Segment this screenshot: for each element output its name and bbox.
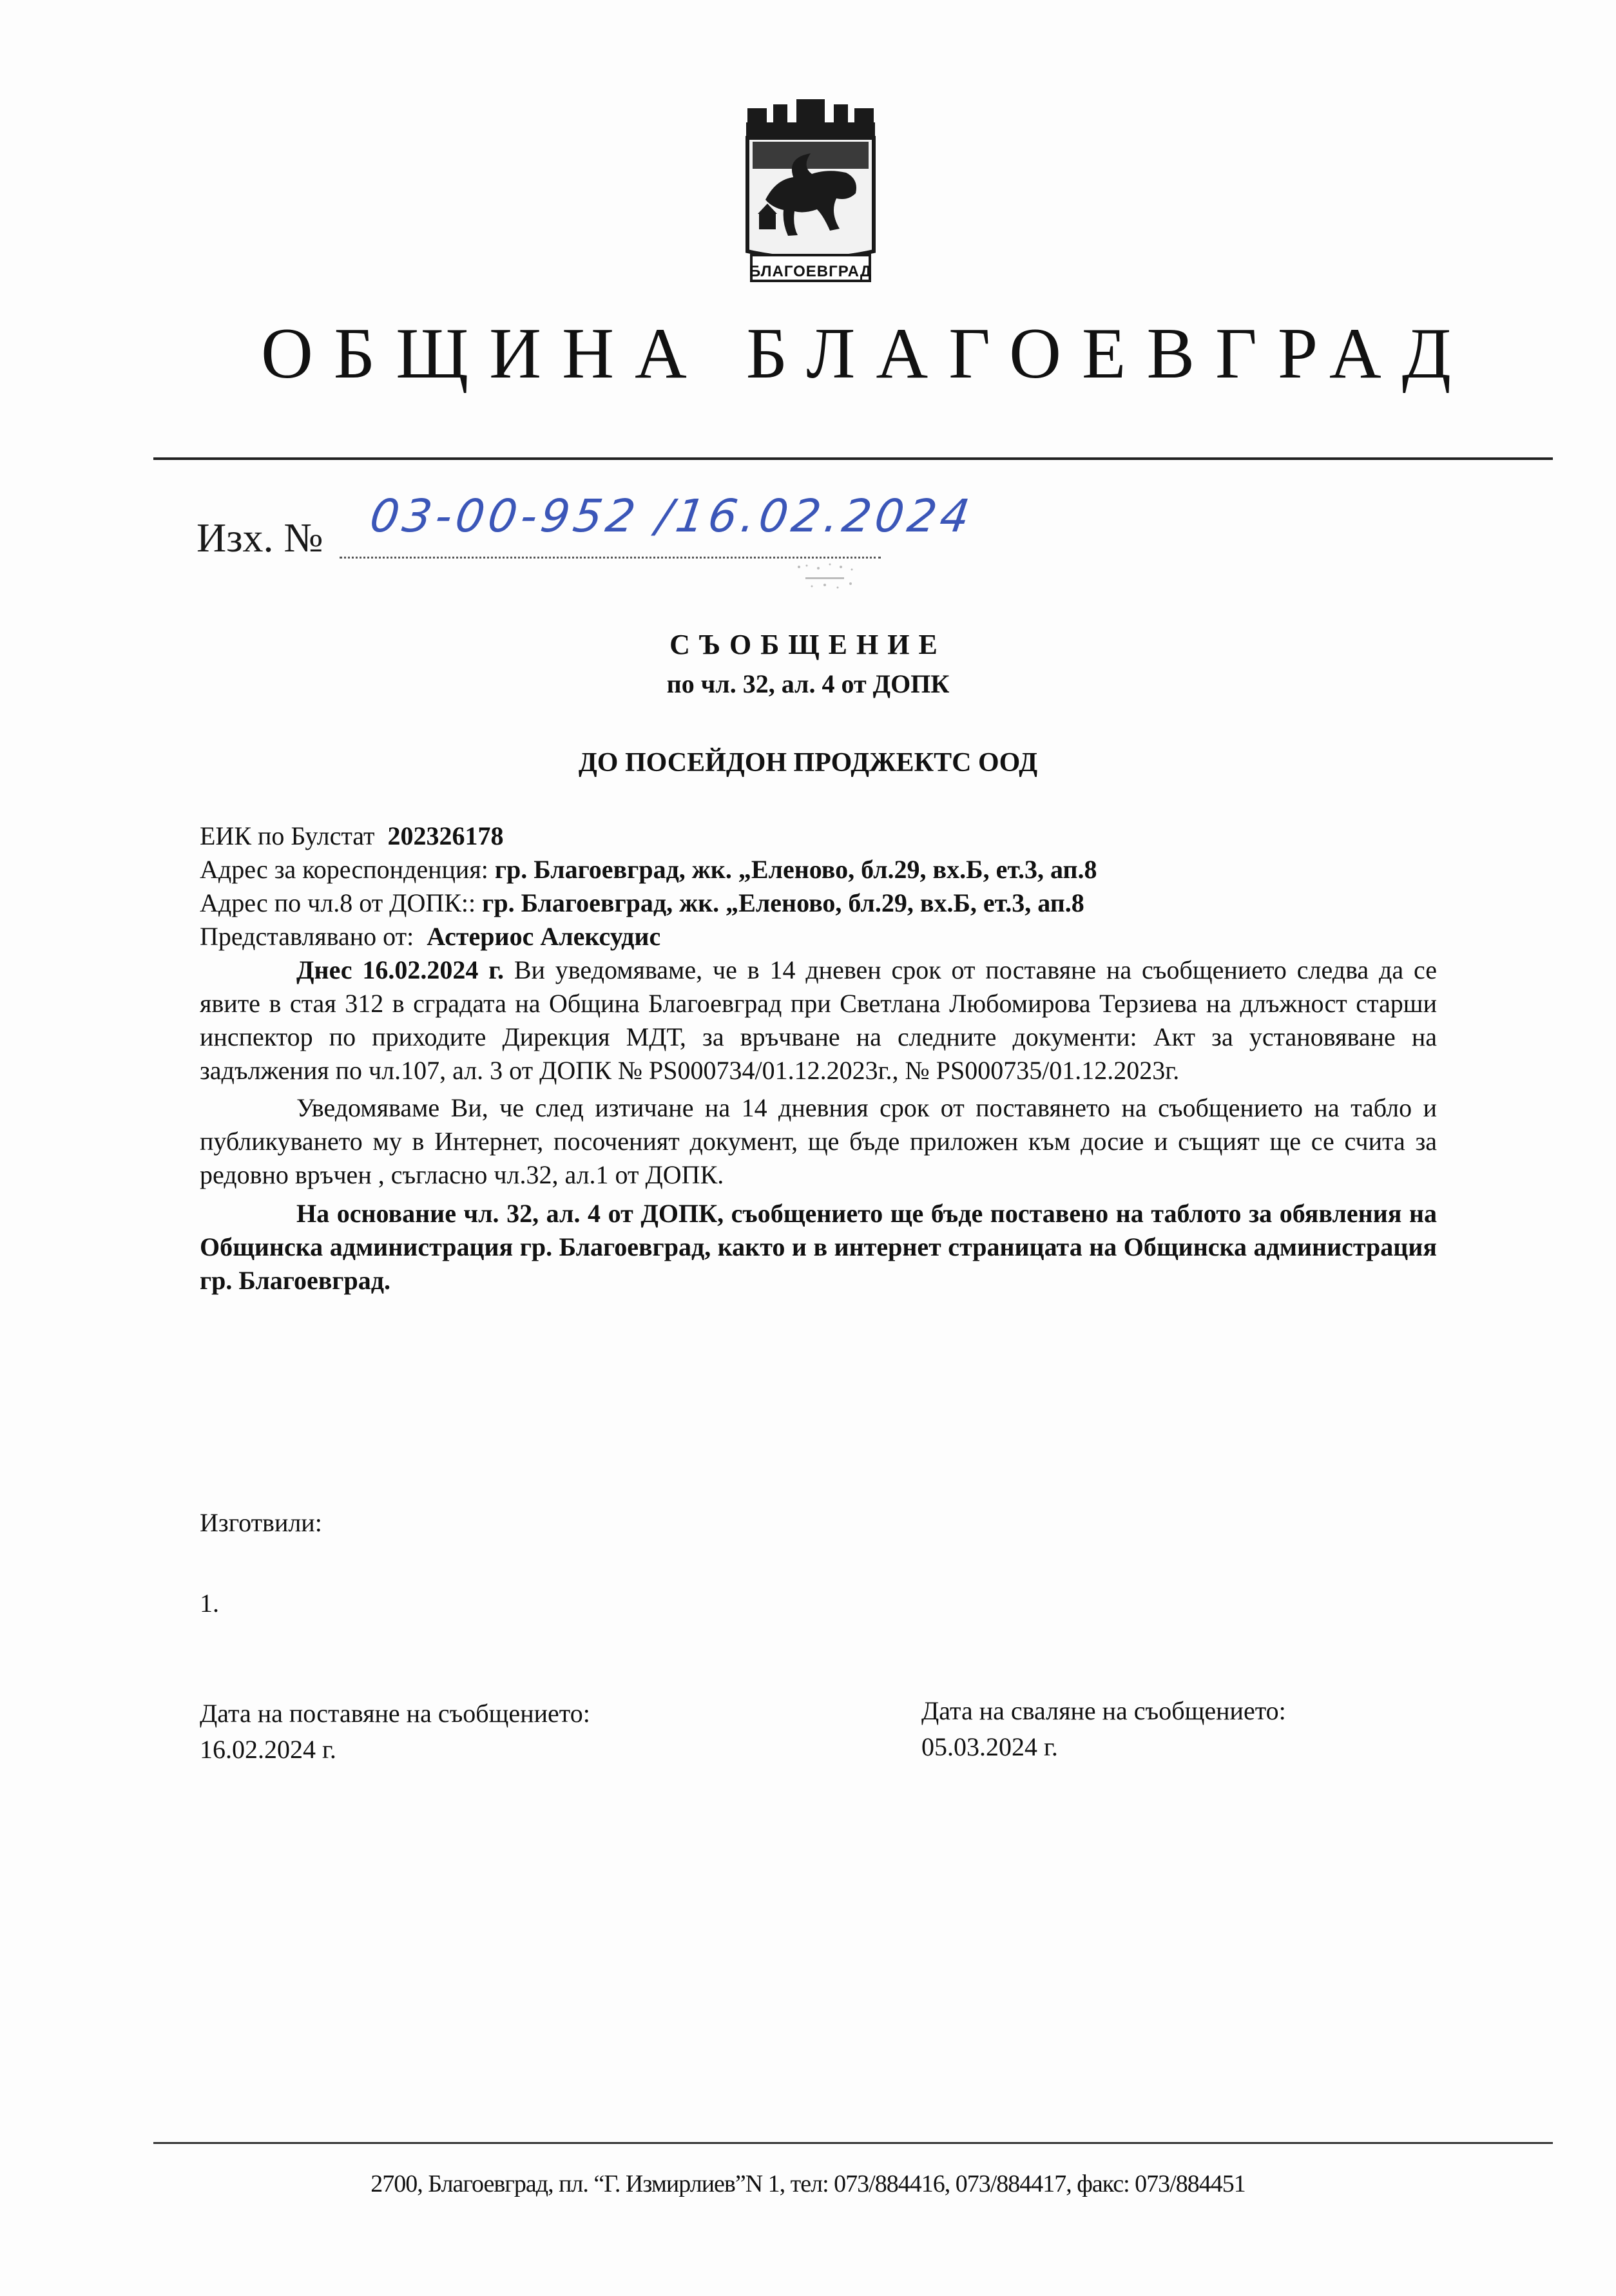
removal-date-value: 05.03.2024 г.: [921, 1732, 1058, 1761]
posting-date-value: 16.02.2024 г.: [200, 1735, 336, 1764]
notice-title: СЪОБЩЕНИЕ: [669, 629, 947, 660]
eik-line: [200, 819, 1437, 853]
paragraph-2: Уведомяваме Ви, че след изтичане на 14 дневния срок от поставянето на съобщението на табло и публикуването му в Интернет, посоченият документ, ще бъде приложен към досие и същият ще се счита за редовно връчен , съгласно чл.32, ал.1 от ДОПК.: [200, 1093, 1437, 1189]
eik-value: 202326178: [387, 821, 504, 850]
coat-of-arms-icon: [733, 97, 888, 290]
organization-title: ОБЩИНА БЛАГОЕВГРАД: [261, 314, 1472, 394]
footer-divider: [153, 2142, 1553, 2144]
dopk-address-value: гр. Благоевград, жк. „Еленово, бл.29, вх.Б, ет.3, ап.8: [482, 888, 1084, 917]
reference-label: Изх. №: [197, 515, 323, 560]
footer-contact: 2700, Благоевград, пл. “Г. Измирлиев”N 1, тел: 073/884416, 073/884417, факс: 073/884451: [370, 2170, 1246, 2197]
paragraph-1-text: Ви уведомяваме, че в 14 дневен срок от поставяне на съобщението следва да се явите в стая 312 в сградата на Община Благоевград при Светлана Любомирова Терзиева на длъжност старши инспектор по приходите Дирекция МДТ, за връчване на следните документи: Акт за установяване на задължения по чл.107, ал. 3 от ДОПК № PS000734/01.12.2023г., № PS000735/01.12.2023г.: [200, 955, 1438, 1085]
dopk-address-line: [200, 886, 1437, 920]
represented-line: [200, 920, 1437, 953]
paragraph-3: На основание чл. 32, ал. 4 от ДОПК, съобщението ще бъде поставено на таблото за обявления на Общинска администрация гр. Благоевград, както и в интернет страницата на Общинска администрация гр. Благоевград.: [200, 1199, 1437, 1295]
represented-value: Астериос Алексудис: [427, 922, 661, 951]
eik-label: ЕИК по Булстат: [200, 821, 375, 850]
notice-body: [200, 819, 1437, 1297]
handwritten-reference-number: 03-00-952 /16.02.2024: [367, 490, 977, 542]
prepared-by-label: Изготвили:: [200, 1508, 322, 1537]
addressee: ДО ПОСЕЙДОН ПРОДЖЕКТС ООД: [578, 748, 1038, 778]
corr-address-label: Адрес за кореспонденция:: [200, 855, 488, 884]
represented-label: Представлявано от:: [200, 922, 414, 951]
paragraph-1: [200, 953, 1437, 1087]
corr-address-value: гр. Благоевград, жк. „Еленово, бл.29, вх.Б, ет.3, ап.8: [494, 855, 1097, 884]
posting-date-label: Дата на поставяне на съобщението:: [200, 1699, 590, 1728]
posting-date-block: [200, 1696, 590, 1768]
reference-line: [197, 490, 1034, 580]
prepared-by-item: 1.: [200, 1589, 219, 1618]
header-divider: [153, 457, 1553, 460]
notice-subtitle: по чл. 32, ал. 4 от ДОПК: [666, 669, 950, 698]
removal-date-label: Дата на сваляне на съобщението:: [921, 1696, 1286, 1725]
removal-date-block: [921, 1693, 1286, 1765]
crest-label: БЛАГОЕВГРАД: [749, 263, 872, 280]
corr-address-line: [200, 853, 1437, 886]
paragraph-1-date: Днес 16.02.2024 г.: [296, 955, 504, 984]
stamp-smudge-icon: [780, 554, 876, 606]
dopk-address-label: Адрес по чл.8 от ДОПК::: [200, 888, 476, 917]
